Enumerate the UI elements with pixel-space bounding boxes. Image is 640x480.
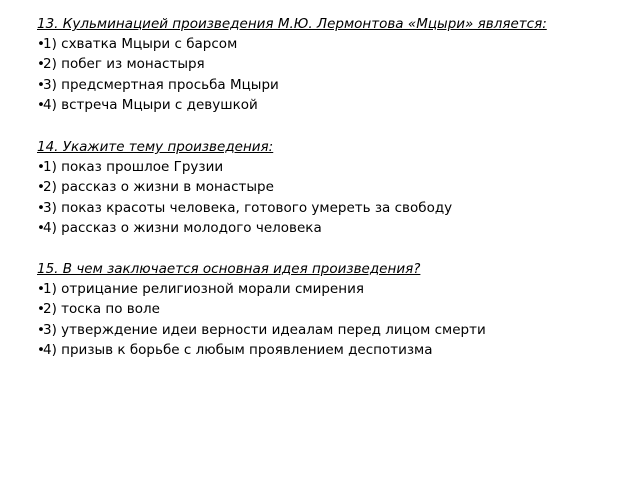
question-14-option-4: [37, 218, 627, 238]
question-14-option-3: [37, 198, 627, 218]
question-15-block: [37, 259, 627, 360]
question-15-option-4: [37, 340, 627, 360]
bullet-icon: •: [37, 321, 45, 338]
bullet-icon: •: [37, 56, 45, 73]
bullet-icon: •: [37, 301, 45, 318]
question-15-option-1: [37, 279, 627, 299]
question-14-title: 14. Укажите тему произведения:: [37, 139, 274, 155]
question-13-title: 13. Кульминацией произведения М.Ю. Лермонтова «Мцыри» является:: [37, 16, 547, 32]
question-15-option-3: [37, 320, 627, 340]
bullet-icon: •: [37, 341, 45, 358]
bullet-icon: •: [37, 281, 45, 297]
option-text: 1) отрицание религиозной морали смирения: [43, 281, 364, 297]
option-text: 3) показ красоты человека, готового умереть за свободу: [43, 199, 453, 216]
question-13-option-1: [37, 34, 627, 54]
option-text: 2) побег из монастыря: [43, 56, 205, 73]
bullet-icon: •: [37, 96, 45, 113]
question-13-option-2: [37, 54, 627, 74]
option-text: 4) встреча Мцыри с девушкой: [43, 96, 258, 113]
bullet-icon: •: [37, 159, 45, 175]
option-text: 2) рассказ о жизни в монастыре: [43, 179, 274, 196]
question-14-block: [37, 137, 627, 238]
bullet-icon: •: [37, 219, 45, 236]
question-15-option-2: [37, 299, 627, 319]
question-15-title: 15. В чем заключается основная идея произведения?: [37, 261, 421, 277]
option-text: 4) призыв к борьбе с любым проявлением деспотизма: [43, 341, 433, 358]
bullet-icon: •: [37, 76, 45, 93]
option-text: 3) предсмертная просьба Мцыри: [43, 76, 279, 93]
bullet-icon: •: [37, 179, 45, 196]
option-text: 1) показ прошлое Грузии: [43, 159, 224, 175]
question-13-block: [37, 14, 627, 115]
bullet-icon: •: [37, 36, 45, 52]
option-text: 1) схватка Мцыри с барсом: [43, 36, 238, 52]
question-14-option-2: [37, 177, 627, 197]
question-14-option-1: [37, 157, 627, 177]
option-text: 2) тоска по воле: [43, 301, 160, 318]
question-13-option-4: [37, 95, 627, 115]
option-text: 3) утверждение идеи верности идеалам перед лицом смерти: [43, 321, 486, 338]
bullet-icon: •: [37, 199, 45, 216]
option-text: 4) рассказ о жизни молодого человека: [43, 219, 322, 236]
question-13-option-3: [37, 75, 627, 95]
